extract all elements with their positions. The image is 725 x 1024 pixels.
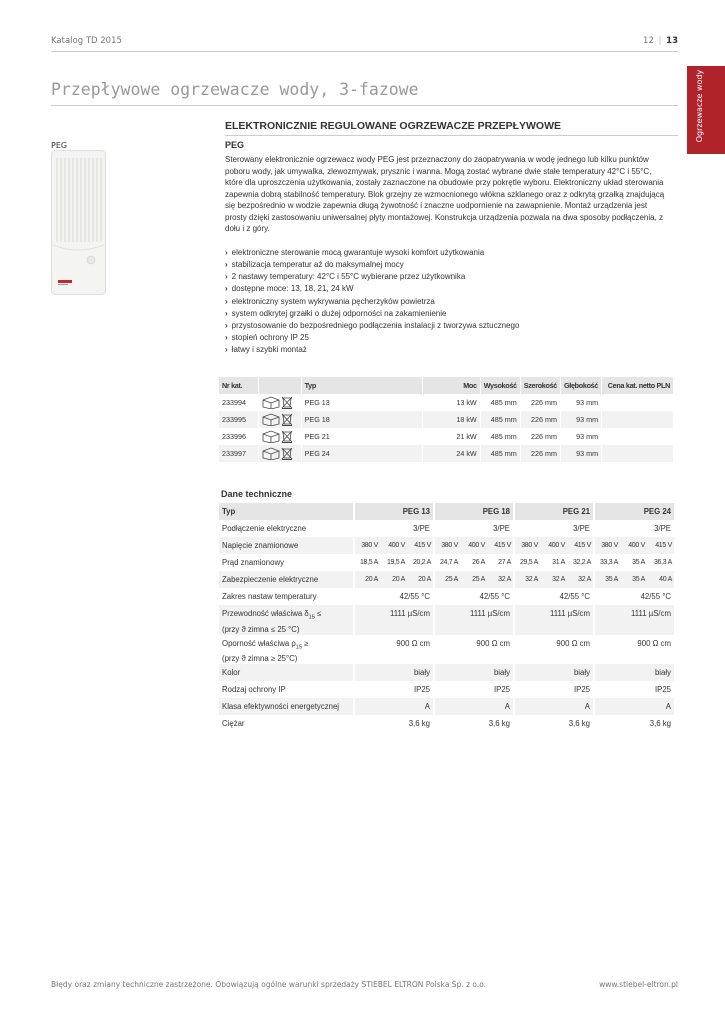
feature-item: › 2 nastawy temperatury: 42°C i 55°C wybierane przez użytkownika — [225, 271, 670, 283]
cell-value: 3/PE — [513, 520, 593, 537]
cell-value: 25 A — [460, 571, 487, 588]
model-type: PEG 18 — [302, 411, 424, 428]
package-weee-icon — [261, 446, 299, 460]
table-row — [219, 605, 674, 635]
cell-value: 42/55 °C — [593, 588, 674, 605]
power: 13 kW — [423, 394, 480, 411]
cell-value: 900 Ω cm — [593, 635, 674, 665]
row-label: Zakres nastaw temperatury — [222, 592, 317, 601]
row-label: Prąd znamionowy — [222, 558, 284, 567]
cell-value: 20 A — [407, 571, 433, 588]
certification-icons — [259, 411, 302, 428]
depth: 93 mm — [561, 394, 602, 411]
cell-value: 1111 µS/cm — [433, 605, 513, 635]
table-row — [219, 394, 674, 411]
cell-value: 35 A — [620, 571, 647, 588]
cell-value: A — [593, 698, 674, 715]
depth: 93 mm — [561, 428, 602, 445]
cell-value: 900 Ω cm — [433, 635, 513, 665]
cell-value: IP25 — [593, 681, 674, 698]
cell-value: 1111 µS/cm — [593, 605, 674, 635]
cell-value: 32 A — [540, 571, 567, 588]
feature-item: › łatwy i szybki montaż — [225, 344, 670, 356]
cell-value: 3,6 kg — [353, 715, 433, 732]
row-label: Ciężar — [222, 719, 245, 729]
table-row — [219, 520, 674, 537]
model-peg21: PEG 21 — [513, 503, 593, 520]
cell-value: 3/PE — [593, 520, 674, 537]
power: 24 kW — [423, 445, 480, 462]
model-peg13: PEG 13 — [353, 503, 433, 520]
power: 21 kW — [423, 428, 480, 445]
price — [602, 411, 674, 428]
catalog-table — [219, 377, 674, 462]
depth: 93 mm — [561, 445, 602, 462]
model-peg18: PEG 18 — [433, 503, 513, 520]
col-nr: Nr kat. — [219, 377, 259, 394]
row-label — [219, 635, 353, 665]
cell-value: 32 A — [567, 571, 593, 588]
product-description: Sterowany elektronicznie ogrzewacz wody PEG jest przeznaczony do zaopatrywania w wodę jednego lub kilku punktów poboru wody, jak umywalka, zlewozmywak, prysznic i wanna. Mogą zostać wybrane dwie stałe temperatury 42°C i 55°C, które dla uproszczenia użytkowania, zostały zaznaczone na obudowie przy pokrętle wyboru. Elektroniczny układ sterowania zapewnia dobrą stabilność temperatury. Blok grzejny ze wzmocnionego włókna szklanego oraz z odkrytą grzałką znajdującą się bezpośrednio w wodzie zapewnia długą żywotność i znaczne uodpornienie na zawapnienie. Montaż urządzenia jest prosty dzięki zastosowaniu uniwersalnej płyty montażowej. Konstrukcja urządzenia pozwala na dwa sposoby podłączenia, z dołu i z góry. — [225, 155, 665, 233]
side-tab-label: Ogrzewacze wody — [695, 69, 704, 143]
cell-value: 31 A — [552, 559, 565, 566]
cell-value: A — [353, 698, 433, 715]
product-image-label: PEG — [51, 141, 68, 150]
cell-value: IP25 — [353, 681, 433, 698]
price — [602, 445, 674, 462]
page-prev: 12 — [643, 36, 654, 46]
cell-value: biały — [433, 664, 513, 681]
row-label — [219, 605, 353, 635]
col-cena: Cena kat. netto PLN — [602, 377, 674, 394]
section-heading: ELEKTRONICZNIE REGULOWANE OGRZEWACZE PRZEPŁYWOWE — [225, 120, 561, 132]
cell-value: 400 V — [380, 537, 407, 554]
feature-item: › przystosowanie do bezpośredniego podłączenia instalacji z tworzywa sztucznego — [225, 320, 670, 332]
cell-value: 42/55 °C — [353, 588, 433, 605]
cell-value: 380 V — [593, 537, 620, 554]
feature-item: › system odkrytej grzałki o dużej odporności na zakamienienie — [225, 308, 670, 320]
col-typ: Typ — [302, 377, 424, 394]
col-moc: Moc — [423, 377, 480, 394]
table-row — [219, 635, 674, 665]
table-row — [219, 571, 674, 588]
row-label: Podłączenie elektryczne — [222, 524, 307, 533]
section-side-tab[interactable] — [687, 66, 725, 154]
cell-value: 3/PE — [353, 520, 433, 537]
table-row — [219, 554, 674, 571]
row-label: Kolor — [219, 664, 353, 681]
cell-value: IP25 — [513, 681, 593, 698]
package-weee-icon — [261, 395, 299, 409]
cell-value: 19,5 A — [386, 559, 405, 566]
width: 226 mm — [521, 445, 561, 462]
catalog-number: 233994 — [219, 394, 259, 411]
table-row — [219, 411, 674, 428]
heading-divider — [225, 135, 678, 136]
table-row — [219, 445, 674, 462]
model-type: PEG 24 — [302, 445, 424, 462]
row-label: Zabezpieczenie elektryczne — [219, 571, 353, 588]
tech-data-table — [219, 503, 674, 732]
cell-value: A — [513, 698, 593, 715]
cell-value: 1111 µS/cm — [353, 605, 433, 635]
footer-disclaimer: Błędy oraz zmiany techniczne zastrzeżone. Obowiązują ogólne warunki sprzedaży STIEBEL ELTRON Polska Sp. z o.o. — [51, 980, 487, 989]
cell-value: 18,5 A — [353, 554, 380, 571]
cell-value: 415 V — [567, 537, 593, 554]
catalog-header-row — [219, 377, 674, 394]
label-subscript: 15 — [295, 644, 302, 651]
width: 226 mm — [521, 411, 561, 428]
cell-value: A — [433, 698, 513, 715]
cell-value: biały — [353, 664, 433, 681]
label-part: (przy ϑ zimna ≤ 25 °C) — [222, 624, 300, 634]
tech-header-row — [219, 503, 674, 520]
cell-value: 32 A — [487, 571, 513, 588]
table-row — [219, 588, 674, 605]
water-heater-image — [51, 150, 106, 295]
height: 485 mm — [481, 428, 521, 445]
cell-value: 380 V — [433, 537, 460, 554]
feature-list — [225, 247, 670, 356]
cell-value: 42/55 °C — [433, 588, 513, 605]
cell-value: 35 A — [593, 571, 620, 588]
col-szerokosc: Szerokość — [521, 377, 561, 394]
cell-value: 3,6 kg — [513, 715, 593, 732]
cell-value: 3,6 kg — [593, 715, 674, 732]
price — [602, 394, 674, 411]
catalog-number: 233996 — [219, 428, 259, 445]
page-title: Przepływowe ogrzewacze wody, 3-fazowe — [51, 80, 419, 99]
cell-value: 35 A — [632, 559, 645, 566]
price — [602, 428, 674, 445]
cell-value: 415 V — [487, 537, 513, 554]
col-icons — [259, 377, 302, 394]
page-current: 13 — [666, 36, 678, 46]
cell-value: 415 V — [647, 537, 674, 554]
row-label: Napięcie znamionowe — [219, 537, 353, 554]
label-part: Oporność właściwa ρ — [222, 638, 296, 648]
cell-value: 27 A — [498, 559, 511, 566]
label-part: (przy ϑ zimna ≥ 25°C) — [222, 654, 298, 664]
feature-item: › stabilizacja temperatur aż do maksymalnej mocy — [225, 259, 670, 271]
cell-value: 36,3 A — [653, 559, 672, 566]
width: 226 mm — [521, 394, 561, 411]
certification-icons — [259, 445, 302, 462]
tech-typ-label: Typ — [219, 503, 353, 520]
col-glebokosc: Głębokość — [561, 377, 602, 394]
cell-value: 20 A — [380, 571, 407, 588]
header-divider — [51, 51, 678, 52]
table-row — [219, 681, 674, 698]
product-name: PEG — [225, 140, 245, 150]
width: 226 mm — [521, 428, 561, 445]
cell-value: 42/55 °C — [513, 588, 593, 605]
cell-value: 900 Ω cm — [513, 635, 593, 665]
col-wysokosc: Wysokość — [481, 377, 521, 394]
feature-item: › elektroniczne sterowanie mocą gwarantuje wysoki komfort użytkowania — [225, 247, 670, 259]
cell-value: 3,6 kg — [433, 715, 513, 732]
cell-value: 33,3 A — [593, 554, 620, 571]
catalog-name: Katalog TD 2015 — [51, 36, 122, 46]
page-numbers — [643, 36, 678, 46]
cell-value: 24,7 A — [433, 554, 460, 571]
model-peg24: PEG 24 — [593, 503, 674, 520]
cell-value: 415 V — [407, 537, 433, 554]
certification-icons — [259, 394, 302, 411]
cell-value: 29,5 A — [513, 554, 540, 571]
table-row — [219, 715, 674, 732]
table-row — [219, 537, 674, 554]
height: 485 mm — [481, 445, 521, 462]
package-weee-icon — [261, 429, 299, 443]
catalog-number: 233995 — [219, 411, 259, 428]
feature-item: › dostępne moce: 13, 18, 21, 24 kW — [225, 283, 670, 295]
table-row — [219, 698, 674, 715]
label-part: Przewodność właściwa δ — [222, 609, 309, 618]
label-part: ≤ — [314, 609, 322, 618]
cell-value: 32,2 A — [572, 559, 591, 566]
cell-value: 400 V — [460, 537, 487, 554]
certification-icons — [259, 428, 302, 445]
page-separator: | — [658, 36, 662, 46]
tech-data-title: Dane techniczne — [221, 489, 293, 499]
power: 18 kW — [423, 411, 480, 428]
height: 485 mm — [481, 411, 521, 428]
cell-value: 900 Ω cm — [353, 635, 433, 665]
cell-value: 20 A — [353, 571, 380, 588]
cell-value: 26 A — [472, 559, 485, 566]
cell-value: 400 V — [540, 537, 567, 554]
model-type: PEG 21 — [302, 428, 424, 445]
label-part: ≥ — [301, 638, 309, 648]
cell-value: 32 A — [513, 571, 540, 588]
cell-value: 20,2 A — [412, 559, 431, 566]
cell-value: 400 V — [620, 537, 647, 554]
cell-value: IP25 — [433, 681, 513, 698]
title-divider — [51, 105, 678, 106]
row-label: Rodzaj ochrony IP — [222, 685, 286, 695]
table-row — [219, 664, 674, 681]
cell-value: 380 V — [513, 537, 540, 554]
cell-value: 40 A — [647, 571, 674, 588]
height: 485 mm — [481, 394, 521, 411]
cell-value: 1111 µS/cm — [513, 605, 593, 635]
label-subscript: 15 — [308, 614, 315, 621]
cell-value: 3/PE — [433, 520, 513, 537]
cell-value: 380 V — [353, 537, 380, 554]
row-label: Klasa efektywności energetycznej — [219, 698, 353, 715]
cell-value: 25 A — [433, 571, 460, 588]
footer-website-link[interactable]: www.stiebel-eltron.pl — [599, 980, 678, 989]
cell-value: biały — [593, 664, 674, 681]
catalog-number: 233997 — [219, 445, 259, 462]
table-row — [219, 428, 674, 445]
model-type: PEG 13 — [302, 394, 424, 411]
feature-item: › stopień ochrony IP 25 — [225, 332, 670, 344]
package-weee-icon — [261, 412, 299, 426]
feature-item: › elektroniczny system wykrywania pęcherzyków powietrza — [225, 296, 670, 308]
cell-value: biały — [513, 664, 593, 681]
depth: 93 mm — [561, 411, 602, 428]
